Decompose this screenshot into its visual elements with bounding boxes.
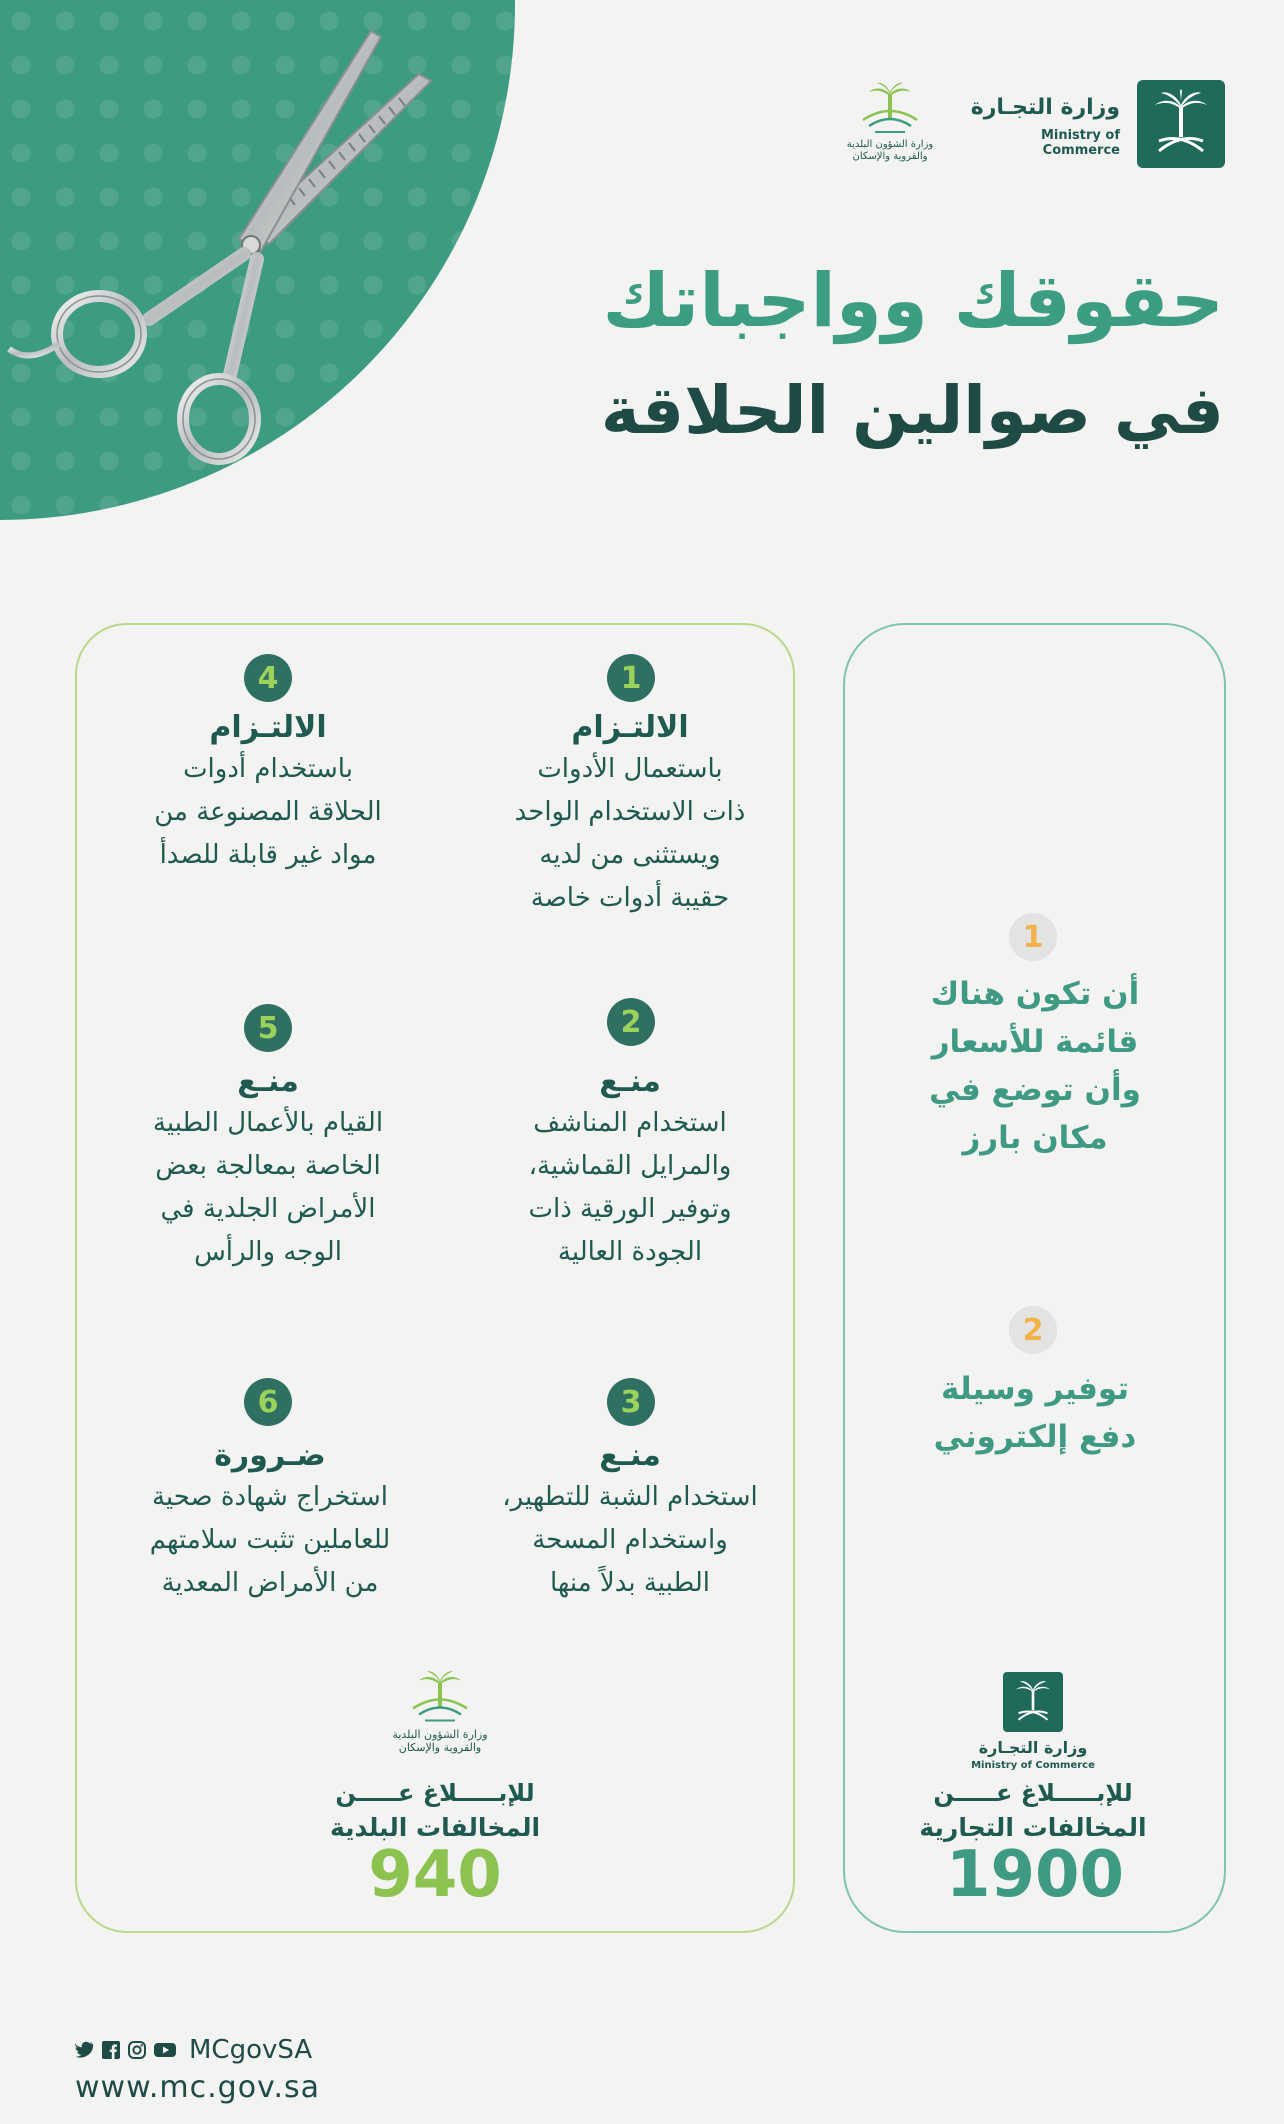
commerce-report-logo-ar: وزارة التجـارة xyxy=(978,1738,1088,1757)
obligation-item-2 xyxy=(470,1062,790,1274)
item-number-badge: 2 xyxy=(607,998,655,1046)
item-body-line: للعاملين تثبت سلامتهم xyxy=(149,1525,391,1555)
obligation-item-3 xyxy=(460,1436,800,1605)
item-body-line: واستخدام المسحة xyxy=(532,1525,728,1555)
item-body-line: مواد غير قابلة للصدأ xyxy=(159,840,377,870)
item-number-badge: 4 xyxy=(244,654,292,702)
item-body-line: من الأمراض المعدية xyxy=(161,1568,379,1598)
report-label-line1: للإبـــــلاغ عـــــن xyxy=(335,1779,535,1807)
municipal-hotline-number[interactable]: 940 xyxy=(368,1838,502,1912)
right-item-2 xyxy=(885,1365,1185,1461)
obligation-item-4 xyxy=(108,708,428,877)
commerce-hotline-number[interactable]: 1900 xyxy=(945,1838,1125,1912)
rights-panel xyxy=(843,623,1226,1933)
item-body-line: استخدام المناشف xyxy=(533,1108,727,1138)
item-body-line: الحلاقة المصنوعة من xyxy=(154,797,382,827)
item-heading: منـع xyxy=(237,1064,299,1099)
item-body-line: ويستثنى من لديه xyxy=(539,840,721,870)
item-heading: منـع xyxy=(599,1064,661,1099)
item-body-line: الجودة العالية xyxy=(557,1237,703,1267)
item-number-badge: 6 xyxy=(244,1378,292,1426)
item-body-line: باستعمال الأدوات xyxy=(537,754,723,784)
municipal-report-logo xyxy=(380,1668,500,1754)
right-item-line: أن تكون هناك xyxy=(930,976,1140,1012)
obligation-item-1 xyxy=(470,708,790,920)
item-body-line: الأمراض الجلدية في xyxy=(160,1194,376,1224)
palm-swords-icon xyxy=(1151,89,1211,159)
right-item-1 xyxy=(885,970,1185,1162)
item-number-badge: 3 xyxy=(607,1378,655,1426)
report-label-line2: المخالفات البلدية xyxy=(329,1813,541,1842)
page-title-line2: في صوالين الحلاقة xyxy=(600,372,1224,449)
header-corner-decoration xyxy=(0,0,515,520)
right-item-line: مكان بارز xyxy=(962,1120,1108,1156)
municipal-report-logo-line1: وزارة الشؤون البلدية xyxy=(392,1728,488,1741)
ministry-commerce-name-ar: وزارة التجـارة xyxy=(970,95,1120,120)
youtube-icon[interactable] xyxy=(153,2040,177,2060)
municipal-name-line1: وزارة الشؤون البلدية xyxy=(846,139,934,150)
ministry-of-commerce-emblem xyxy=(1137,80,1225,168)
item-number-badge: 2 xyxy=(1009,1306,1057,1354)
right-item-line: قائمة للأسعار xyxy=(931,1024,1139,1060)
ministry-commerce-name-en: Ministry of Commerce xyxy=(1040,128,1120,158)
commerce-report-emblem xyxy=(1003,1672,1063,1732)
item-body-line: والمرايل القماشية، xyxy=(528,1151,732,1181)
item-body-line: القيام بالأعمال الطبية xyxy=(152,1108,384,1138)
right-item-line: دفع إلكتروني xyxy=(933,1419,1137,1455)
item-heading: ضـرورة xyxy=(214,1438,326,1473)
scissors-icon xyxy=(0,19,459,479)
municipal-report-label xyxy=(300,1776,570,1846)
item-body-line: استخراج شهادة صحية xyxy=(151,1482,389,1512)
right-item-line: وأن توضع في xyxy=(929,1072,1141,1108)
item-body-line: الطبية بدلاً منها xyxy=(549,1568,711,1598)
item-heading: الالتـزام xyxy=(209,710,327,745)
obligation-item-6 xyxy=(100,1436,440,1605)
municipal-report-logo-line2: والقروية والإسكان xyxy=(398,1741,482,1754)
item-body-line: استخدام الشبة للتطهير، xyxy=(502,1482,758,1512)
item-body-line: وتوفير الورقية ذات xyxy=(528,1194,732,1224)
item-number-badge: 5 xyxy=(244,1004,292,1052)
item-body-line: حقيبة أدوات خاصة xyxy=(530,883,730,913)
item-body-line: ذات الاستخدام الواحد xyxy=(514,797,746,827)
ministry-municipal-logo xyxy=(845,80,935,175)
item-body-line: باستخدام أدوات xyxy=(183,754,353,784)
palm-swords-icon xyxy=(1013,1679,1053,1725)
item-number-badge: 1 xyxy=(1009,913,1057,961)
report-label-line2: المخالفات التجارية xyxy=(919,1813,1147,1842)
website-url[interactable]: www.mc.gov.sa xyxy=(75,2070,321,2105)
social-handle[interactable]: MCgovSA xyxy=(189,2035,313,2065)
municipal-emblem-icon xyxy=(405,1668,475,1724)
instagram-icon[interactable] xyxy=(127,2040,147,2060)
page-title-line1: حقوقك وواجباتك xyxy=(602,258,1224,344)
item-heading: منـع xyxy=(599,1438,661,1473)
facebook-icon[interactable] xyxy=(101,2040,121,2060)
obligation-item-5 xyxy=(108,1062,428,1274)
item-number-badge: 1 xyxy=(607,654,655,702)
municipal-emblem-icon xyxy=(855,80,925,135)
social-links xyxy=(75,2035,312,2065)
municipal-name-line2: والقروية والإسكان xyxy=(852,151,928,162)
item-body-line: الخاصة بمعالجة بعض xyxy=(155,1151,381,1181)
item-body-line: الوجه والرأس xyxy=(194,1237,342,1267)
twitter-icon[interactable] xyxy=(75,2040,95,2060)
commerce-report-label xyxy=(898,1776,1168,1846)
commerce-report-logo-en: Ministry of Commerce xyxy=(971,1760,1095,1771)
item-heading: الالتـزام xyxy=(571,710,689,745)
report-label-line1: للإبـــــلاغ عـــــن xyxy=(933,1779,1133,1807)
right-item-line: توفير وسيلة xyxy=(941,1371,1129,1407)
